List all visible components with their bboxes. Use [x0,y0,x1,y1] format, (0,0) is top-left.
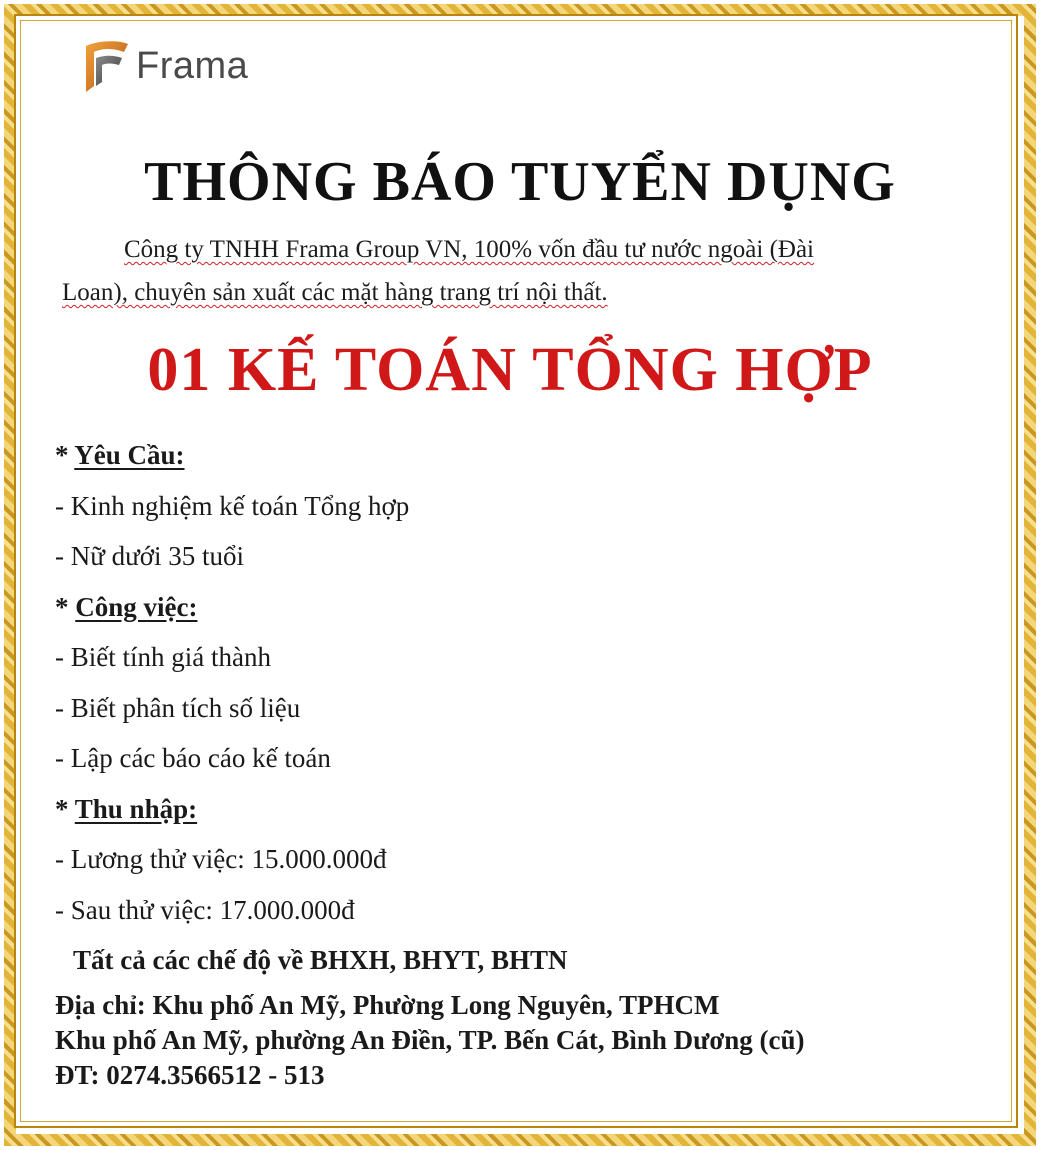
position-title: 01 KẾ TOÁN TỔNG HỢP [147,336,873,404]
work-item: - Lập các báo cáo kế toán [55,743,331,773]
income-item: - Lương thử việc: 15.000.000đ [55,844,387,874]
income-item: - Sau thử việc: 17.000.000đ [55,894,355,925]
logo-wordmark: Frama [136,44,249,87]
intro-line-1: Công ty TNHH Frama Group VN, 100% vốn đầu tư nước ngoài (Đài [124,236,815,263]
work-item: - Biết tính giá thành [55,642,271,672]
contact-info [55,988,1005,1093]
address-line-2: Khu phố An Mỹ, phường An Điền, TP. Bến Cát, Bình Dương (cũ) [55,1025,805,1055]
work-item: - Biết phân tích số liệu [55,692,301,723]
announcement-title: THÔNG BÁO TUYỂN DỤNG [144,151,896,213]
address-line-1: Địa chỉ: Khu phố An Mỹ, Phường Long Nguyên, TPHCM [55,990,720,1020]
intro-line-2: Loan), chuyên sản xuất các mặt hàng trang trí nội thất. [62,279,608,306]
job-details [55,430,1005,986]
company-logo [80,38,248,94]
phone-line: ĐT: 0274.3566512 - 513 [55,1060,325,1090]
requirement-item: - Kinh nghiệm kế toán Tổng hợp [55,490,410,521]
frama-logo-icon [80,38,132,94]
requirement-item: - Nữ dưới 35 tuổi [55,541,245,571]
company-intro [62,228,997,314]
income-heading: * Thu nhập: [55,793,198,824]
benefits-line: Tất cả các chế độ về BHXH, BHYT, BHTN [73,945,568,975]
work-heading: * Công việc: [55,591,198,622]
requirements-heading: * Yêu Cầu: [55,440,185,470]
